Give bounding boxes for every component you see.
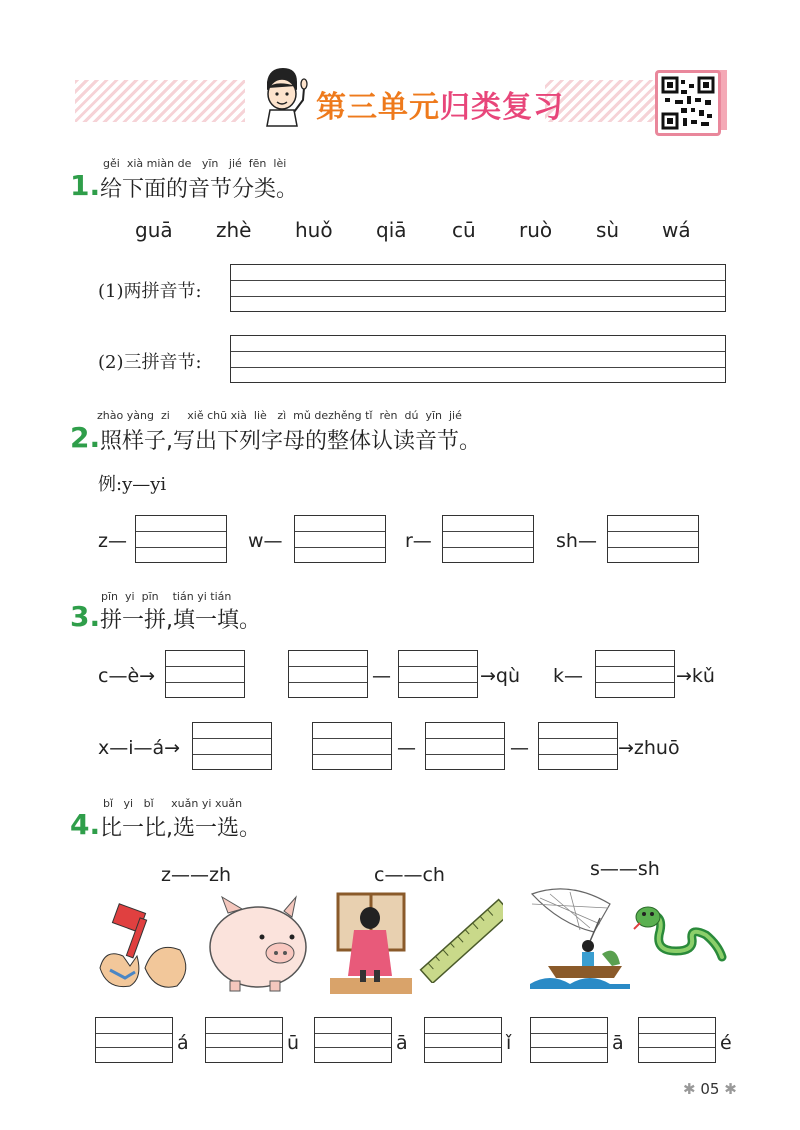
q2-pinyin: zhào yàng zi xiě chū xià liè zì mǔ dezhěng tǐ rèn dú yīn jié	[97, 409, 462, 422]
q3-dash: —	[397, 737, 416, 759]
syllable: wá	[662, 218, 691, 242]
writing-grid[interactable]	[538, 722, 618, 770]
pair-z-zh: z——zh	[161, 864, 231, 886]
q3-dash: —	[510, 737, 529, 759]
writing-grid[interactable]	[135, 515, 227, 563]
writing-grid[interactable]	[205, 1017, 283, 1063]
syllable: sù	[596, 218, 620, 242]
syllable: ruò	[519, 218, 553, 242]
writing-grid[interactable]	[314, 1017, 392, 1063]
q2-letter-w: w—	[248, 530, 283, 552]
q3-r2-spell-x-i-a: x—i—á→	[98, 737, 181, 759]
writing-grid[interactable]	[425, 722, 505, 770]
page-title: 第三单元归类复习	[316, 90, 564, 125]
q2-letter-r: r—	[405, 530, 432, 552]
q2-example: 例:y—yi	[98, 474, 167, 495]
q3-r1-qu: →qù	[480, 665, 521, 687]
qr-code-icon[interactable]	[655, 70, 721, 136]
writing-grid[interactable]	[607, 515, 699, 563]
tone-mark: é	[720, 1032, 732, 1054]
q2-letter-sh: sh—	[556, 530, 597, 552]
writing-grid[interactable]	[312, 722, 392, 770]
tone-mark: á	[177, 1032, 189, 1054]
writing-grid[interactable]	[424, 1017, 502, 1063]
syllable: zhè	[216, 218, 252, 242]
writing-grid[interactable]	[398, 650, 478, 698]
writing-grid[interactable]	[165, 650, 245, 698]
tone-mark: ǐ	[506, 1032, 512, 1054]
q2-text: 照样子,写出下列字母的整体认读音节。	[100, 429, 481, 454]
q3-pinyin: pīn yi pīn tián yi tián	[101, 590, 232, 603]
fishing-net-picture	[530, 884, 630, 989]
q4-number: 4.	[70, 808, 101, 841]
label-three-part-syllables: (2)三拼音节:	[98, 352, 202, 373]
q1-pinyin: gěi xià miàn de yīn jié fēn lèi	[103, 157, 287, 170]
page-number: ✱ 05 ✱	[683, 1080, 737, 1098]
tone-mark: ā	[396, 1032, 408, 1054]
girl-window-picture	[330, 890, 412, 995]
q4-pinyin: bǐ yi bǐ xuǎn yi xuǎn	[103, 797, 243, 810]
q2-letter-z: z—	[98, 530, 127, 552]
writing-grid[interactable]	[288, 650, 368, 698]
pig-picture	[200, 895, 310, 995]
pair-c-ch: c——ch	[374, 864, 445, 886]
snake-picture	[632, 905, 727, 970]
tone-mark: ā	[612, 1032, 624, 1054]
q3-r1-k: k—	[553, 665, 584, 687]
q4-text: 比一比,选一选。	[100, 816, 261, 841]
q3-text: 拼一拼,填一填。	[100, 608, 261, 633]
syllable: huǒ	[295, 218, 333, 242]
hammer-egg-picture	[95, 898, 195, 993]
syllable: cū	[452, 218, 476, 242]
label-two-part-syllables: (1)两拼音节:	[98, 281, 202, 302]
q1-number: 1.	[70, 169, 101, 202]
boy-mascot-icon	[255, 62, 313, 128]
q3-dash: —	[372, 665, 391, 687]
q3-number: 3.	[70, 600, 101, 633]
q3-r2-zhuo: →zhuō	[618, 737, 680, 759]
writing-grid[interactable]	[192, 722, 272, 770]
ruler-picture	[418, 898, 503, 983]
writing-grid[interactable]	[638, 1017, 716, 1063]
q1-text: 给下面的音节分类。	[100, 177, 299, 202]
writing-grid[interactable]	[595, 650, 675, 698]
pair-s-sh: s——sh	[590, 858, 660, 880]
writing-grid[interactable]	[294, 515, 386, 563]
syllable: guā	[135, 218, 173, 242]
writing-grid-two-part[interactable]	[230, 264, 726, 312]
q3-r1-spell-c-e: c—è→	[98, 665, 156, 687]
writing-grid[interactable]	[95, 1017, 173, 1063]
tone-mark: ū	[287, 1032, 300, 1054]
writing-grid[interactable]	[530, 1017, 608, 1063]
writing-grid[interactable]	[442, 515, 534, 563]
writing-grid-three-part[interactable]	[230, 335, 726, 383]
syllable: qiā	[376, 218, 407, 242]
q2-number: 2.	[70, 421, 101, 454]
q3-r1-ku: →kǔ	[676, 665, 715, 687]
